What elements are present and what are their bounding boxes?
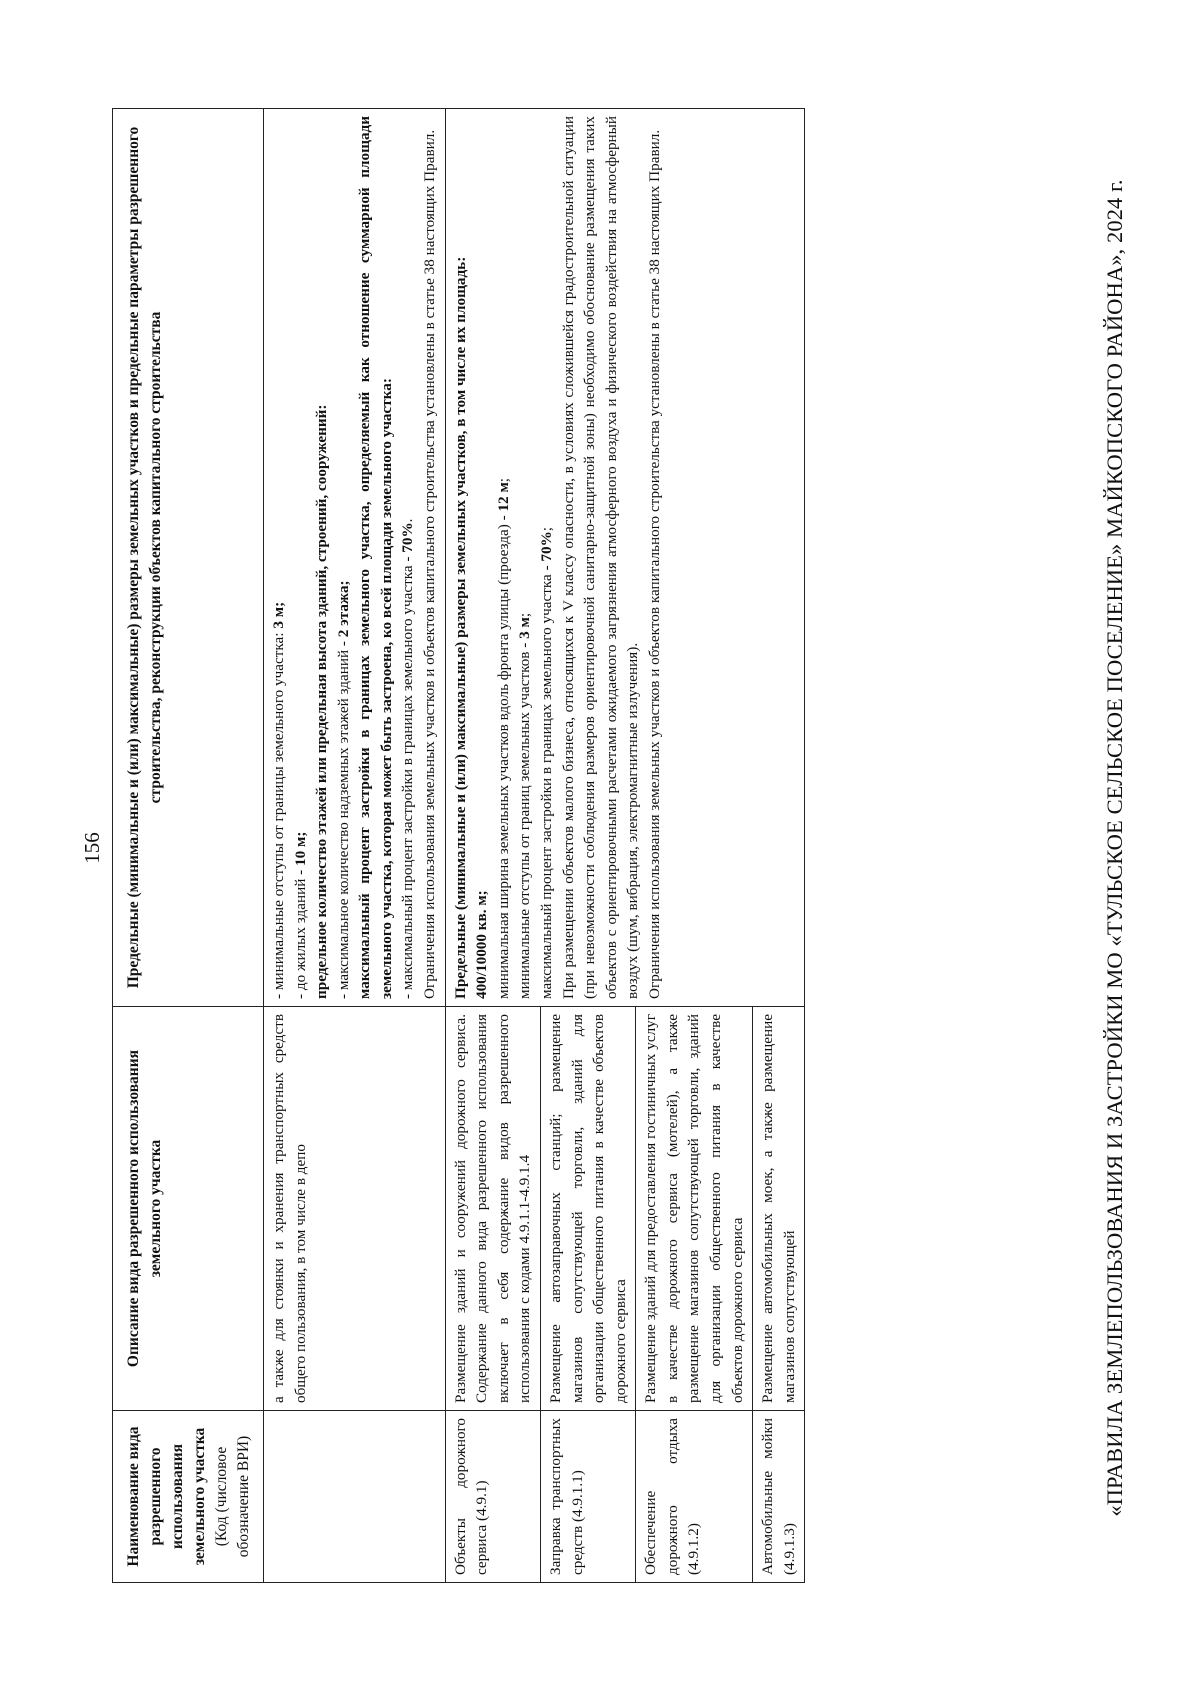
limit-parameters-cell: Предельные (минимальные и (или) максимальные) размеры земельных участков, в том числе их площадь: 400/10000 кв. м; минимальная ширина земельных участков вдоль фронта улицы (проезда) - 12 м; минимальные отступы от границ земельных участков - 3 м; максимальный процент застройки в границах земельного участка - 70%; При размещении объектов малого бизнеса, относящихся к V классу опасности, в условиях сложившейся градостроительной ситуации (при невозможности соблюдения размеров ориентировочной санитарно-защитной зоны) необходимо обоснование размещения таких объектов с ориентировочными расчетами ожидаемого загрязнения атмосферного воздуха и физического воздействия на атмосферный воздух (шум, вибрация, электромагнитные излучения). Ограничения использования земельных участков и объектов капитального строительства установлены в статье 38 настоящих Правил.	[445, 109, 805, 1007]
vri-description-cell: Размещение автомобильных моек, а также размещение магазинов сопутствующей	[753, 1007, 805, 1411]
table-row	[445, 109, 540, 1583]
table-row	[264, 109, 446, 1583]
limit-parameters-cell: - минимальные отступы от границы земельного участка: 3 м; - до жилых зданий - 10 м; предельное количество этажей или предельная высота зданий, строений, сооружений: - максимальное количество надземных этажей зданий - 2 этажа; максимальный процент застройки в границах земельного участка, определяемый как отношение суммарной площади земельного участка, которая может быть застроена, ко всей площади земельного участка: - максимальный процент застройки в границах земельного участка - 70%. Ограничения использования земельных участков и объектов капитального строительства установлены в статье 38 настоящих Правил.	[264, 109, 446, 1007]
vri-name-cell: Объекты дорожного сервиса (4.9.1)	[445, 1411, 540, 1583]
vri-description-cell: Размещение зданий и сооружений дорожного сервиса. Содержание данного вида разрешенного использования включает в себя содержание видов разрешенного использования с кодами 4.9.1.1-4.9.1.4	[445, 1007, 540, 1411]
table-header-row	[113, 109, 264, 1583]
header-vri-name: Наименование вида разрешенного использования земельного участка (Код (числовое обозначение ВРИ)	[113, 1411, 264, 1583]
vri-description-cell: а также для стоянки и хранения транспортных средств общего пользования, в том числе в депо	[264, 1007, 446, 1411]
header-vri-code-note: (Код (числовое обозначение ВРИ)	[213, 1435, 252, 1558]
header-vri-description: Описание вида разрешенного использования земельного участка	[113, 1007, 264, 1411]
vri-name-cell: Заправка транспортных средств (4.9.1.1)	[540, 1411, 635, 1583]
page-number: 156	[80, 832, 104, 864]
vri-name-cell: Автомобильные мойки (4.9.1.3)	[753, 1411, 805, 1583]
document-footer: «ПРАВИЛА ЗЕМЛЕПОЛЬЗОВАНИЯ И ЗАСТРОЙКИ МО «ТУЛЬСКОЕ СЕЛЬСКОЕ ПОСЕЛЕНИЕ» МАЙКОПСКОГО РАЙОНА», 2024 г.	[1102, 179, 1127, 1517]
header-limit-parameters: Предельные (минимальные и (или) максимальные) размеры земельных участков и предельные параметры разрешенного строительства, реконструкции объектов капитального строительства	[113, 109, 264, 1007]
vri-name-cell	[264, 1411, 446, 1583]
vri-description-cell: Размещение автозаправочных станций; размещение магазинов сопутствующей торговли, зданий для организации общественного питания в качестве объектов дорожного сервиса	[540, 1007, 635, 1411]
land-use-table	[112, 108, 805, 1583]
vri-name-cell: Обеспечение дорожного отдыха (4.9.1.2)	[636, 1411, 753, 1583]
vri-description-cell: Размещение зданий для предоставления гостиничных услуг в качестве дорожного сервиса (мотелей), а также размещение магазинов сопутствующей торговли, зданий для организации общественного питания в качестве объектов дорожного сервиса	[636, 1007, 753, 1411]
